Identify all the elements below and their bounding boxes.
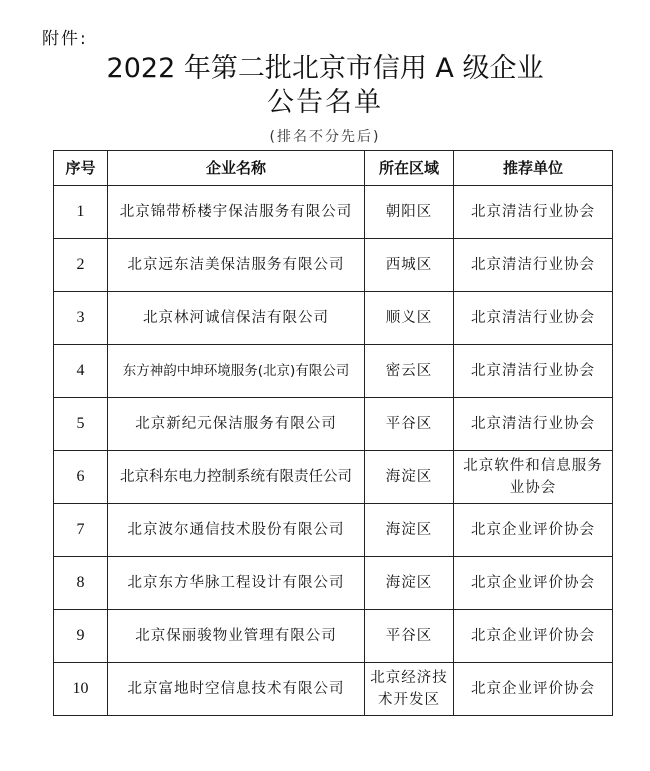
table-row — [54, 345, 613, 398]
row-company-name: 北京科东电力控制系统有限责任公司 — [108, 451, 365, 504]
row-number: 7 — [54, 504, 108, 557]
row-number: 6 — [54, 451, 108, 504]
row-area: 朝阳区 — [365, 186, 454, 239]
row-number: 5 — [54, 398, 108, 451]
attachment-label: 附件: — [42, 29, 88, 49]
row-company-name: 北京新纪元保洁服务有限公司 — [108, 398, 365, 451]
table-row — [54, 186, 613, 239]
row-area: 平谷区 — [365, 610, 454, 663]
row-number: 2 — [54, 239, 108, 292]
row-number: 1 — [54, 186, 108, 239]
table-header-row — [54, 151, 613, 186]
row-recommender: 北京清洁行业协会 — [454, 292, 613, 345]
row-company-name: 北京远东洁美保洁服务有限公司 — [108, 239, 365, 292]
row-area: 北京经济技术开发区 — [365, 663, 454, 716]
row-number: 10 — [54, 663, 108, 716]
table-row — [54, 610, 613, 663]
row-company-name: 北京波尔通信技术股份有限公司 — [108, 504, 365, 557]
header-area: 所在区域 — [365, 151, 454, 186]
row-area: 顺义区 — [365, 292, 454, 345]
table-row — [54, 292, 613, 345]
row-company-name: 北京东方华脉工程设计有限公司 — [108, 557, 365, 610]
row-recommender: 北京软件和信息服务业协会 — [454, 451, 613, 504]
row-area: 平谷区 — [365, 398, 454, 451]
row-number: 3 — [54, 292, 108, 345]
row-recommender: 北京清洁行业协会 — [454, 186, 613, 239]
row-area: 西城区 — [365, 239, 454, 292]
row-area: 密云区 — [365, 345, 454, 398]
table-row — [54, 504, 613, 557]
row-company-name: 北京保丽骏物业管理有限公司 — [108, 610, 365, 663]
table-row — [54, 451, 613, 504]
table-row — [54, 557, 613, 610]
row-recommender: 北京清洁行业协会 — [454, 398, 613, 451]
row-company-name: 北京富地时空信息技术有限公司 — [108, 663, 365, 716]
row-area: 海淀区 — [365, 451, 454, 504]
company-table — [53, 150, 613, 716]
document-subtitle: (排名不分先后) — [269, 129, 381, 145]
row-number: 8 — [54, 557, 108, 610]
table-row — [54, 398, 613, 451]
row-company-name: 东方神韵中坤环境服务(北京)有限公司 — [108, 345, 365, 398]
row-number: 9 — [54, 610, 108, 663]
header-serial-number: 序号 — [54, 151, 108, 186]
row-area: 海淀区 — [365, 504, 454, 557]
row-recommender: 北京企业评价协会 — [454, 557, 613, 610]
document-title-line2: 公告名单 — [267, 87, 383, 118]
header-recommender: 推荐单位 — [454, 151, 613, 186]
row-company-name: 北京锦带桥楼宇保洁服务有限公司 — [108, 186, 365, 239]
row-recommender: 北京清洁行业协会 — [454, 239, 613, 292]
header-company-name: 企业名称 — [108, 151, 365, 186]
table-row — [54, 663, 613, 716]
row-recommender: 北京企业评价协会 — [454, 610, 613, 663]
row-number: 4 — [54, 345, 108, 398]
row-recommender: 北京企业评价协会 — [454, 663, 613, 716]
row-company-name: 北京林河诚信保洁有限公司 — [108, 292, 365, 345]
document-title: 2022 年第二批北京市信用 A 级企业 — [106, 53, 544, 84]
table-row — [54, 239, 613, 292]
row-area: 海淀区 — [365, 557, 454, 610]
row-recommender: 北京清洁行业协会 — [454, 345, 613, 398]
row-recommender: 北京企业评价协会 — [454, 504, 613, 557]
